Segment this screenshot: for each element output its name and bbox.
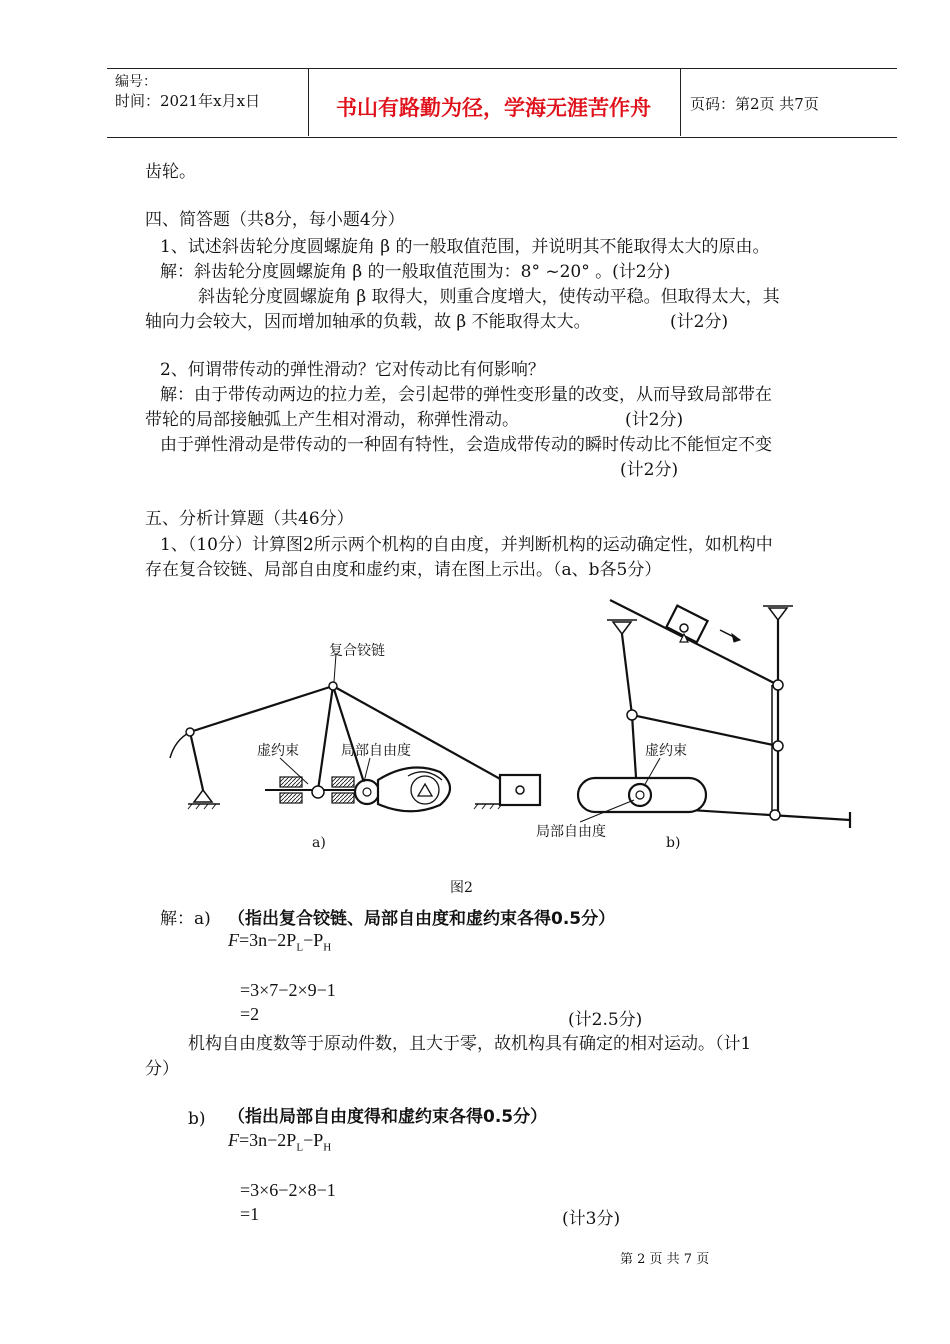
answer-1-line-3: 轴向力会较大，因而增加轴承的负载，故 β 不能取得太大。 [145, 312, 591, 332]
figure-2-mechanisms [140, 590, 870, 900]
solution-a-conclusion-1: 机构自由度数等于原动件数，且大于零，故机构具有确定的相对运动。（计1 [188, 1034, 752, 1054]
diagonal-guide-b [610, 600, 778, 685]
header-divider [680, 68, 681, 136]
solution-a-intro: 解：a) [160, 909, 211, 929]
label-local-dof-b: 局部自由度 [536, 824, 606, 840]
question-1: 1、试述斜齿轮分度圆螺旋角 β 的一般取值范围，并说明其不能取得太大的原由。 [160, 237, 770, 257]
answer-1-score: (计2分) [670, 312, 729, 332]
question-2: 2、何谓带传动的弹性滑动？它对传动比有何影响？ [160, 360, 545, 380]
label-compound-hinge: 复合铰链 [329, 643, 385, 659]
solution-a-calc: =3×7−2×9−1 [240, 980, 336, 1000]
page-indicator: 页码：第2页 共7页 [690, 95, 819, 113]
solution-b-note: （指出局部自由度得和虚约束各得0.5分） [228, 1107, 548, 1127]
answer-1-line-1: 解：斜齿轮分度圆螺旋角 β 的一般取值范围为：8° ~20° 。(计2分) [160, 262, 671, 282]
answer-2-score-2: (计2分) [620, 460, 679, 480]
solution-b-result: =1 [240, 1204, 260, 1224]
left-link-b [622, 634, 632, 715]
subfigure-a-label: a) [312, 835, 326, 851]
slider-block-b [666, 606, 707, 643]
solution-a-conclusion-2: 分） [145, 1059, 179, 1079]
figure-caption: 图2 [450, 880, 473, 896]
dof-formula-b: $F=3n-2P_L-P_H$ [228, 1130, 332, 1154]
solution-b-score: (计3分) [562, 1209, 621, 1229]
doc-number-label: 编号： [115, 74, 157, 90]
dof-formula-a: $F=3n-2P_L-P_H$ [228, 930, 332, 954]
solution-b-intro: b) [188, 1109, 206, 1129]
crank-link-a [190, 732, 203, 790]
label-local-dof-a: 局部自由度 [341, 743, 411, 759]
answer-2-score-1: (计2分) [625, 410, 684, 430]
solution-a-result: =2 [240, 1004, 260, 1024]
solution-b-calc: =3×6−2×8−1 [240, 1180, 336, 1200]
header-divider [308, 68, 309, 136]
answer-2-line-3: 由于弹性滑动是带传动的一种固有特性，会造成带传动的瞬时传动比不能恒定不变 [160, 435, 772, 455]
ground-pivot-a [194, 790, 212, 802]
solution-a-score: (计2.5分) [568, 1010, 643, 1030]
subfigure-b-label: b) [666, 835, 681, 851]
footer-page-number: 第 2 页 共 7 页 [620, 1252, 710, 1267]
label-redundant-constraint-a: 虚约束 [257, 743, 299, 759]
rocker-link-a [318, 686, 333, 790]
answer-1-line-2: 斜齿轮分度圆螺旋角 β 取得大，则重合度增大，使传动平稳。但取得太大，其 [198, 287, 780, 307]
answer-2-line-2: 带轮的局部接触弧上产生相对滑动，称弹性滑动。 [145, 410, 519, 430]
section-4-title: 四、简答题（共8分，每小题4分） [145, 210, 405, 230]
coupler-link-a [190, 686, 333, 732]
label-redundant-constraint-b: 虚约束 [645, 743, 687, 759]
question-5-line-1: 1、（10分）计算图2所示两个机构的自由度，并判断机构的运动确定性，如机构中 [160, 535, 773, 555]
section-5-title: 五、分析计算题（共46分） [145, 509, 354, 529]
rotation-arrow-a [170, 732, 190, 758]
answer-2-line-1: 解：由于带传动两边的拉力差，会引起带的弹性变形量的改变，从而导致局部带在 [160, 385, 772, 405]
solution-a-note: （指出复合铰链、局部自由度和虚约束各得0.5分） [228, 909, 616, 929]
question-5-line-2: 存在复合铰链、局部自由度和虚约束，请在图上示出。（a、b各5分） [145, 560, 662, 580]
header-motto: 书山有路勤为径，学海无涯苦作舟 [336, 96, 651, 120]
prev-answer-tail: 齿轮。 [145, 162, 196, 182]
doc-date: 时间：2021年x月x日 [115, 92, 261, 110]
